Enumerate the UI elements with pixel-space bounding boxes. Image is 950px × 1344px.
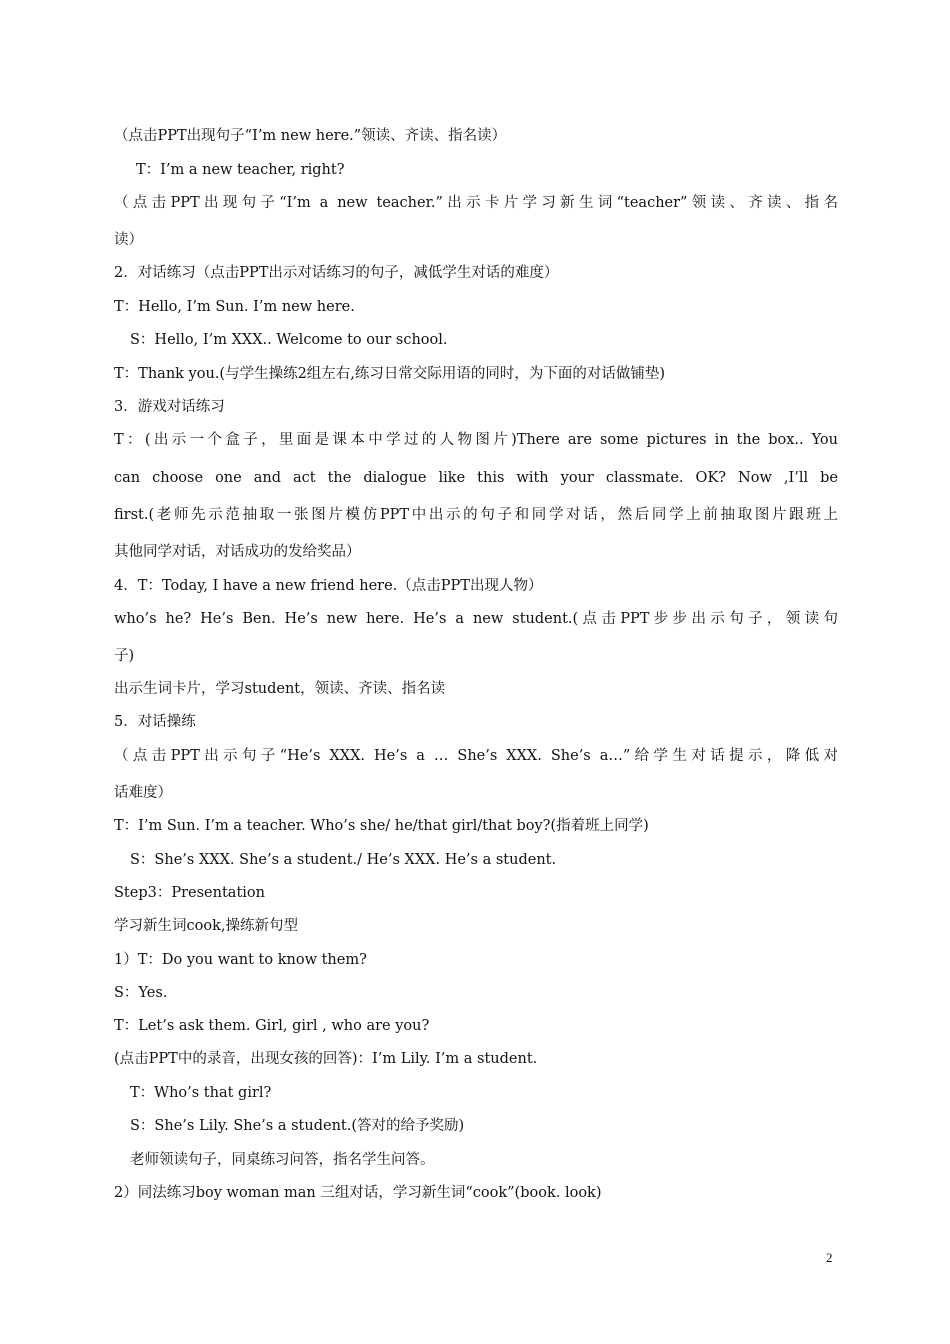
text-line: T：(出示一个盒子，里面是课本中学过的人物图片)There are some pictures in the box.. You	[114, 432, 838, 448]
page-number: 2	[826, 1250, 833, 1265]
text-line: 读）	[114, 232, 143, 248]
text-line: 5．对话操练	[114, 714, 196, 730]
text-line: Step3：Presentation	[114, 885, 265, 901]
text-line: （点击PPT出示句子“He’s XXX. He’s a … She’s XXX. She’s a…”给学生对话提示，降低对	[114, 748, 838, 764]
text-line: 1）T：Do you want to know them?	[114, 952, 367, 968]
text-line: 话难度）	[114, 785, 172, 801]
text-line: S：She’s Lily. She’s a student.(答对的给予奖励)	[130, 1118, 465, 1134]
text-line: who’s he? He’s Ben. He’s new here. He’s a new student.(点击PPT步步出示句子，领读句	[114, 611, 838, 627]
text-line: 2）同法练习boy woman man 三组对话，学习新生词“cook”(book. look)	[114, 1185, 602, 1201]
text-line: （点击PPT出现句子“I’m a new teacher.”出示卡片学习新生词“teacher”领读、齐读、指名	[114, 195, 838, 211]
text-line: 3．游戏对话练习	[114, 399, 225, 415]
text-line: 学习新生词cook,操练新句型	[114, 918, 298, 934]
text-line: can choose one and act the dialogue like this with your classmate. OK? Now ,I’ll be	[114, 470, 838, 486]
text-line: T：Who’s that girl?	[130, 1085, 272, 1101]
text-line: (点击PPT中的录音，出现女孩的回答)：I’m Lily. I’m a student.	[114, 1051, 538, 1067]
text-line: S：Hello, I’m XXX.. Welcome to our school.	[130, 332, 448, 348]
text-line: S：She’s XXX. She’s a student./ He’s XXX. He’s a student.	[130, 852, 557, 868]
text-line: T：Hello, I’m Sun. I’m new here.	[114, 299, 355, 315]
text-line: T：I’m a new teacher, right?	[136, 162, 345, 178]
text-line: S：Yes.	[114, 985, 168, 1001]
text-line: T：Thank you.(与学生操练2组左右,练习日常交际用语的同时，为下面的对话做铺垫)	[114, 366, 666, 382]
text-line: 出示生词卡片，学习student，领读、齐读、指名读	[114, 681, 446, 697]
text-line: 2．对话练习（点击PPT出示对话练习的句子，减低学生对话的难度）	[114, 265, 559, 281]
text-line: 其他同学对话，对话成功的发给奖品）	[114, 544, 361, 560]
text-line: T：Let’s ask them. Girl, girl , who are you?	[114, 1018, 430, 1034]
text-line: 老师领读句子，同桌练习问答，指名学生问答。	[130, 1152, 435, 1168]
text-line: T：I’m Sun. I’m a teacher. Who’s she/ he/that girl/that boy?(指着班上同学)	[114, 818, 649, 834]
text-line: （点击PPT出现句子“I’m new here.”领读、齐读、指名读）	[114, 128, 507, 144]
text-line: 子)	[114, 648, 135, 664]
text-line: 4．T：Today, I have a new friend here.（点击PPT出现人物）	[114, 578, 543, 594]
text-line: first.(老师先示范抽取一张图片模仿PPT中出示的句子和同学对话，然后同学上前抽取图片跟班上	[114, 507, 838, 523]
